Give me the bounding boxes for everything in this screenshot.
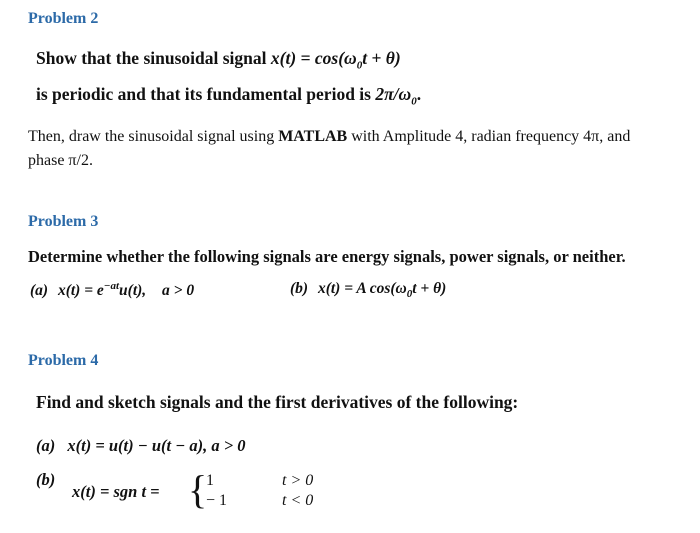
problem-4-item-b-math: x(t) = sgn t = bbox=[72, 482, 160, 501]
problem-3-item-b: (b) x(t) = A $\cos(\omega_0t + \theta)$ bbox=[290, 280, 447, 301]
problem-3-title: Problem 3 bbox=[28, 213, 99, 230]
piecewise-brace: { bbox=[188, 467, 208, 512]
problem-4-item-a: (a) x(t) = u(t) − u(t − a), a > 0 bbox=[36, 436, 246, 455]
piecewise-case-2-value: − 1 bbox=[206, 492, 228, 509]
problem-2-title: Problem 2 bbox=[28, 10, 99, 27]
problem-4-statement: Find and sketch signals and the first derivatives of the following: bbox=[36, 392, 519, 412]
problem-3-item-a: (a) $x(t) = e^{-at}u(t)$, a > 0 bbox=[30, 280, 195, 300]
problem-2-line-2-text: is periodic and that its fundamental period is bbox=[36, 84, 371, 104]
piecewise-case-1-condition: t > 0 bbox=[282, 472, 314, 489]
problem-3-statement: Determine whether the following signals are energy signals, power signals, or neither. bbox=[28, 247, 626, 266]
problem-2-line-1 bbox=[36, 48, 401, 72]
problem-2-line-1-text: Show that the sinusoidal signal bbox=[36, 48, 267, 68]
problem-4-title: Problem 4 bbox=[28, 352, 99, 369]
piecewise-case-1-value: 1 bbox=[206, 472, 214, 489]
piecewise-case-2-condition: t < 0 bbox=[282, 492, 314, 509]
problem-2-signal-math: $x(t) = \cos(\omega_0t + \theta)$ bbox=[270, 48, 401, 72]
problem-2-paragraph-line-1: Then, draw the sinusoidal signal using MATLAB with Amplitude 4, radian frequency 4π, and bbox=[28, 128, 631, 145]
problem-2-period-math: $2\pi/\omega_0$ bbox=[375, 84, 417, 108]
problem-2-paragraph-line-2: phase π/2. bbox=[28, 152, 93, 169]
problem-4-item-b-label: (b) bbox=[36, 470, 56, 489]
problem-2-line-2: is periodic and that its fundamental period is $2\pi/\omega_0$. bbox=[36, 84, 422, 108]
matlab-label: MATLAB bbox=[278, 128, 348, 145]
